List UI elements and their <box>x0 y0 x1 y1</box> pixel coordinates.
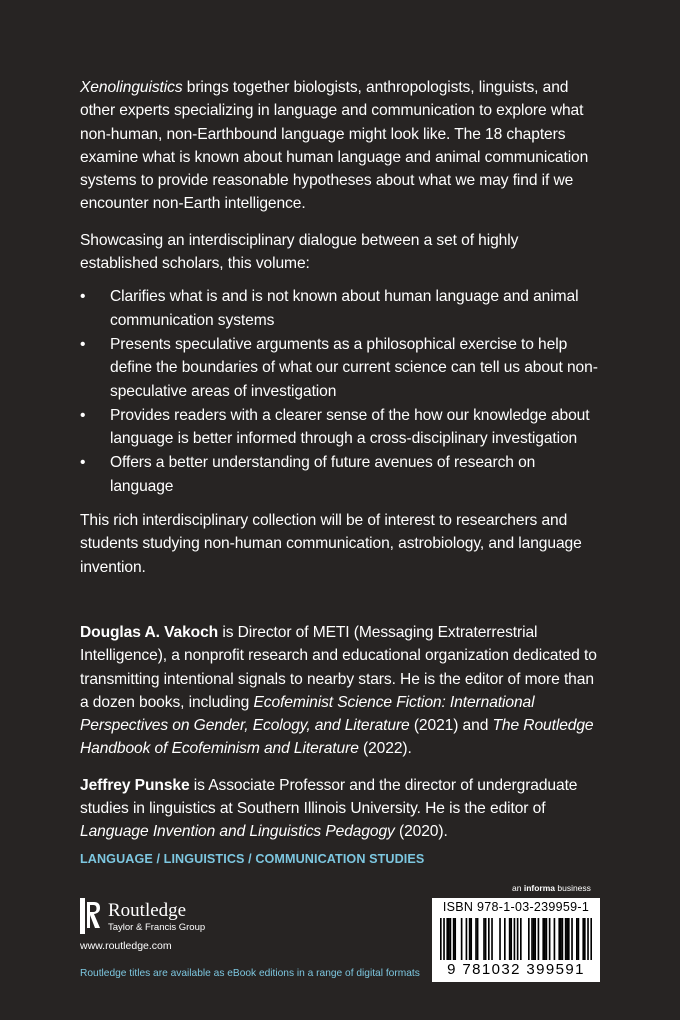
author-bio-punske <box>80 774 600 844</box>
publisher-name: Routledge <box>108 900 187 921</box>
list-item <box>80 285 600 332</box>
feature-list <box>80 285 600 498</box>
book-title: Language Invention and Linguistics Pedagogy <box>80 823 395 841</box>
publisher-group: Taylor & Francis Group <box>108 922 206 933</box>
bullet-icon: • <box>80 454 86 472</box>
isbn-number: ISBN 978-1-03-239959-1 <box>442 900 590 914</box>
bullet-text: Provides readers with a clearer sense of the how our knowledge about language is better informed through a cross-disciplinary investigation <box>110 406 590 448</box>
bio-text: (2021) and <box>409 717 493 735</box>
subject-category: LANGUAGE / LINGUISTICS / COMMUNICATION STUDIES <box>80 852 425 866</box>
informa-brand: informa <box>523 883 555 893</box>
book-title: Ecofeminist Science Fiction: International Perspectives on Gender, Ecology, and Literature <box>80 693 535 735</box>
bio-text: (2022). <box>358 740 412 758</box>
bio-text: is Associate Professor and the director of undergraduate studies in linguistics at Southern Illinois University. He is the editor of <box>80 776 578 818</box>
bullet-icon: • <box>80 288 86 306</box>
bullet-icon: • <box>80 406 86 424</box>
bullet-text: Clarifies what is and is not known about human language and animal communication systems <box>110 288 579 329</box>
showcase-paragraph: Showcasing an interdisciplinary dialogue between a set of highly established scholars, this volume: <box>80 231 519 273</box>
author-name: Douglas A. Vakoch <box>80 623 219 641</box>
informa-business-tag <box>512 883 591 893</box>
closing-paragraph: This rich interdisciplinary collection will be of interest to researchers and students studying non-human communication, astrobiology, and language invention. <box>80 512 582 576</box>
back-cover-text <box>80 76 600 857</box>
bio-text: is Director of METI (Messaging Extraterrestrial Intelligence), a nonprofit research and educational organization dedicated to transmitting intentional signals to nearby stars. He is the editor of more than a dozen books, including <box>80 623 597 711</box>
informa-prefix: an <box>512 883 524 893</box>
ebook-note: Routledge titles are available as eBook editions in a range of digital formats <box>80 968 420 979</box>
intro-paragraph <box>80 76 600 216</box>
informa-suffix: business <box>555 883 591 893</box>
list-item <box>80 333 600 403</box>
section-spacer <box>80 589 600 621</box>
bullet-icon: • <box>80 335 86 353</box>
bullet-text: Presents speculative arguments as a philosophical exercise to help define the boundaries of what our current science can tell us about non-speculative areas of investigation <box>110 335 598 400</box>
list-item <box>80 404 600 451</box>
book-title: Xenolinguistics <box>80 79 183 96</box>
list-item <box>80 451 600 498</box>
bullet-text: Offers a better understanding of future avenues of research on language <box>110 454 536 495</box>
routledge-logo-icon <box>80 898 102 934</box>
intro-text: brings together biologists, anthropologists, linguists, and other experts specializing in language and communication to explore what non-human, non-Earthbound language might look like. The 18 chapters examine what is known about human language and animal communication systems to provide reasonable hypotheses about what we may find if we encounter non-Earth intelligence. <box>80 79 589 213</box>
author-bio-vakoch <box>80 621 600 761</box>
isbn-barcode <box>432 898 600 982</box>
author-name: Jeffrey Punske <box>80 776 190 794</box>
publisher-url: www.routledge.com <box>80 940 172 952</box>
barcode-digits: 9 781032 399591 <box>447 961 585 978</box>
bio-text: (2020). <box>394 823 448 841</box>
book-title: The Routledge Handbook of Ecofeminism and Literature <box>80 717 594 758</box>
